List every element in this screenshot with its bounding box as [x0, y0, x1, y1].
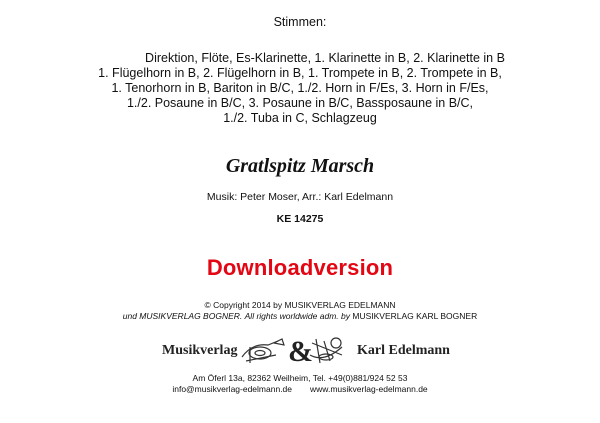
voice-list-line: 1./2. Tuba in C, Schlagzeug	[223, 111, 377, 125]
download-version-label: Downloadversion	[206, 255, 394, 280]
stimmen-heading: Stimmen:	[273, 15, 327, 29]
music-instruments-emblem-icon	[238, 333, 350, 374]
voice-list-line: 1. Flügelhorn in B, 2. Flügelhorn in B, 1. Trompete in B, 2. Trompete in B,	[98, 66, 502, 80]
voice-list-line: Direktion, Flöte, Es-Klarinette, 1. Klarinette in B, 2. Klarinette in B	[145, 51, 505, 65]
piece-title: Gratlspitz Marsch	[225, 155, 375, 177]
copyright-line-2	[0, 311, 600, 321]
publisher-address: Am Öferl 13a, 82362 Weilheim, Tel. +49(0)881/924 52 53	[192, 373, 408, 383]
voice-list-line: 1. Tenorhorn in B, Bariton in B/C, 1./2. Horn in F/Es, 3. Horn in F/Es,	[111, 81, 489, 95]
copyright-part: All rights worldwide adm. by	[244, 311, 350, 321]
email-link[interactable]: info@musikverlag-edelmann.de	[172, 384, 293, 394]
catalog-number: KE 14275	[276, 213, 324, 225]
logo-text-right: Karl Edelmann	[357, 343, 450, 358]
composer-credits: Musik: Peter Moser, Arr.: Karl Edelmann	[206, 191, 394, 203]
logo-text-left: Musikverlag	[162, 343, 238, 358]
website-link[interactable]: www.musikverlag-edelmann.de	[310, 384, 428, 394]
publisher-logo	[0, 333, 600, 371]
svg-text:&: &	[288, 335, 313, 368]
copyright-part: und MUSIKVERLAG BOGNER.	[122, 311, 243, 321]
voice-list-line: 1./2. Posaune in B/C, 3. Posaune in B/C, Bassposaune in B/C,	[126, 96, 474, 110]
publisher-contact	[0, 384, 600, 394]
copyright-part: MUSIKVERLAG KARL BOGNER	[352, 311, 478, 321]
copyright-line: © Copyright 2014 by MUSIKVERLAG EDELMANN	[204, 300, 396, 310]
